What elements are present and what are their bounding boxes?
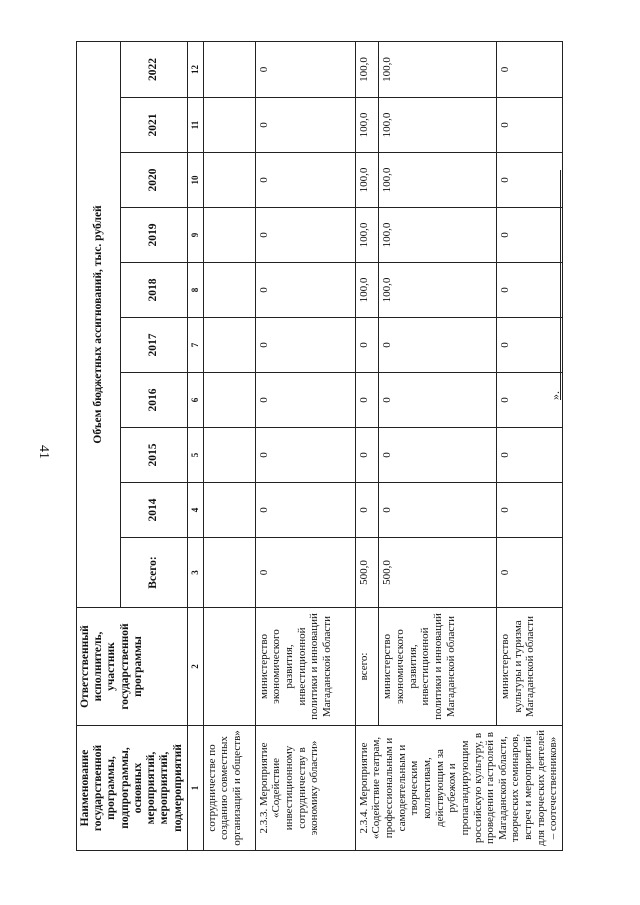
cell-value: 100,0 (355, 153, 379, 208)
cell-value (203, 208, 255, 263)
col-number: 1 (187, 726, 203, 851)
cell-value: 0 (255, 373, 355, 428)
cell-value: 0 (255, 208, 355, 263)
cell-value: 100,0 (379, 263, 497, 318)
cell-value: 0 (355, 483, 379, 538)
cell-value: 0 (497, 483, 563, 538)
header-budget-title: Объем бюджетных ассигнований, тыс. рублей (77, 41, 121, 607)
row-responsible: всего: (355, 608, 379, 726)
cell-value (203, 428, 255, 483)
table-row (203, 41, 255, 850)
cell-value: 0 (355, 428, 379, 483)
cell-value: 100,0 (379, 41, 497, 97)
cell-value (203, 153, 255, 208)
cell-value: 100,0 (379, 98, 497, 153)
cell-value: 0 (497, 208, 563, 263)
cell-value: 0 (255, 428, 355, 483)
cell-value: 0 (497, 318, 563, 373)
cell-value: 0 (379, 318, 497, 373)
page-number: 41 (36, 445, 51, 459)
header-year: 2020 (121, 153, 187, 208)
cell-value: 100,0 (355, 98, 379, 153)
col-number: 8 (187, 263, 203, 318)
cell-value: 100,0 (379, 153, 497, 208)
cell-value: 100,0 (355, 208, 379, 263)
col-number: 6 (187, 373, 203, 428)
cell-value: 0 (497, 263, 563, 318)
header-year: 2019 (121, 208, 187, 263)
col-number: 4 (187, 483, 203, 538)
cell-value: 0 (255, 538, 355, 608)
col-number: 2 (187, 608, 203, 726)
cell-value (203, 538, 255, 608)
row-name: 2.3.3. Мероприятие «Содействие инвестиционному сотрудничеству в экономику области» (255, 726, 355, 851)
cell-value (203, 263, 255, 318)
cell-value: 500,0 (379, 538, 497, 608)
col-number: 3 (187, 538, 203, 608)
cell-value: 0 (355, 318, 379, 373)
cell-value (203, 41, 255, 97)
cell-value (203, 483, 255, 538)
cell-value: 0 (379, 428, 497, 483)
header-year: 2022 (121, 41, 187, 97)
col-number: 7 (187, 318, 203, 373)
header-year: 2018 (121, 263, 187, 318)
cell-value: 500,0 (355, 538, 379, 608)
cell-value: 0 (497, 98, 563, 153)
table-row (255, 41, 355, 850)
closing-quote: ». (548, 391, 562, 400)
cell-value: 0 (255, 98, 355, 153)
header-year: 2016 (121, 373, 187, 428)
cell-value: 0 (255, 263, 355, 318)
cell-value: 0 (255, 41, 355, 97)
col-number: 10 (187, 153, 203, 208)
header-total: Всего: (121, 538, 187, 608)
cell-value: 0 (255, 318, 355, 373)
row-name: 2.3.4. Мероприятие «Содействие театрам, профессиональным и самодеятельным и творческим коллективам, действующим за рубежом и пропагандирующим российскую культуру, в проведении гастролей в Магаданской области, творческих семинаров, встреч и мероприятий для творческих деятелей – соотечественников» (355, 726, 562, 851)
cell-value (203, 373, 255, 428)
cell-value: 100,0 (355, 263, 379, 318)
budget-table (76, 41, 563, 851)
table-row (355, 41, 379, 850)
row-responsible (203, 608, 255, 726)
header-name: Наименование государственной программы, подпрограммы, основных мероприятий, мероприятий, подмероприятий (77, 726, 188, 851)
col-number: 9 (187, 208, 203, 263)
cell-value (203, 318, 255, 373)
cell-value: 100,0 (355, 41, 379, 97)
col-number: 12 (187, 41, 203, 97)
header-responsible: Ответственный исполнитель, участник государственной программы (77, 608, 188, 726)
cell-value: 0 (497, 373, 563, 428)
cell-value: 0 (255, 153, 355, 208)
cell-value: 100,0 (379, 208, 497, 263)
cell-value: 0 (255, 483, 355, 538)
cell-value: 0 (355, 373, 379, 428)
cell-value (203, 98, 255, 153)
col-number: 11 (187, 98, 203, 153)
header-year: 2014 (121, 483, 187, 538)
cell-value: 0 (379, 483, 497, 538)
cell-value: 0 (497, 538, 563, 608)
row-responsible: министерство экономического развития, инвестиционной политики и инноваций Магаданской области (255, 608, 355, 726)
cell-value: 0 (497, 41, 563, 97)
closing-line (560, 170, 561, 400)
cell-value: 0 (497, 153, 563, 208)
row-responsible: министерство культуры и туризма Магаданской области (497, 608, 563, 726)
col-number: 5 (187, 428, 203, 483)
header-year: 2017 (121, 318, 187, 373)
cell-value: 0 (497, 428, 563, 483)
header-year: 2015 (121, 428, 187, 483)
header-year: 2021 (121, 98, 187, 153)
cell-value: 0 (379, 373, 497, 428)
row-responsible: министерство экономического развития, инвестиционной политики и инноваций Магаданской области (379, 608, 497, 726)
row-name: сотрудничестве по созданию совместных организаций и обществ» (203, 726, 255, 851)
